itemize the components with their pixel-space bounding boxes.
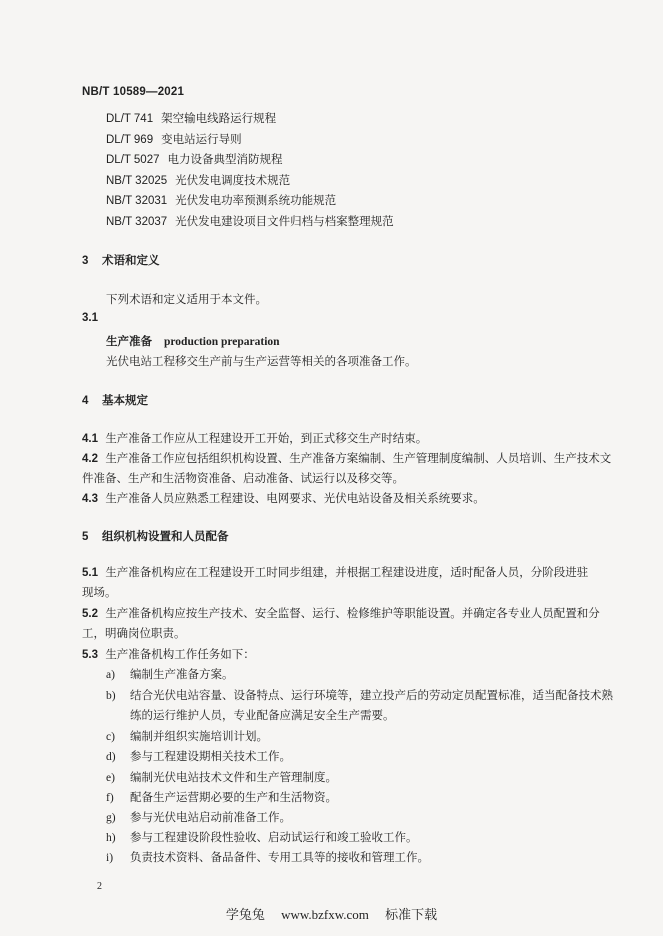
reference-list bbox=[106, 110, 394, 234]
term-english: production preparation bbox=[164, 336, 280, 348]
clause-3-1-number: 3.1 bbox=[82, 312, 98, 324]
section-3-heading bbox=[82, 252, 160, 268]
list-marker: c) bbox=[106, 731, 115, 743]
ref-code: DL/T 741 bbox=[106, 113, 154, 125]
list-item bbox=[106, 687, 613, 703]
list-text: 结合光伏电站容量、设备特点、运行环境等，建立投产后的劳动定员配置标准，适当配备技术熟 bbox=[130, 688, 613, 702]
clause-number: 5.3 bbox=[82, 649, 98, 661]
list-item-continuation bbox=[106, 707, 395, 723]
ref-code: NB/T 32025 bbox=[106, 174, 168, 187]
clause-number: 4.2 bbox=[82, 453, 98, 465]
list-marker: i) bbox=[106, 852, 114, 864]
clause-4-2 bbox=[82, 450, 611, 466]
section-title: 组织机构设置和人员配备 bbox=[102, 529, 229, 543]
clause-text: 生产准备机构应在工程建设开工时同步组建，并根据工程建设进度，适时配备人员，分阶段进驻 bbox=[105, 565, 589, 579]
clause-number: 4.3 bbox=[82, 493, 98, 505]
clause-text: 生产准备机构工作任务如下： bbox=[105, 647, 255, 661]
page-number: 2 bbox=[97, 881, 102, 892]
list-marker: d) bbox=[106, 751, 116, 763]
list-marker: h) bbox=[106, 832, 116, 844]
section-4-heading bbox=[82, 392, 148, 408]
section-5-heading bbox=[82, 528, 229, 544]
section-title: 基本规定 bbox=[102, 393, 148, 407]
footer-site-name: 学兔兔 bbox=[225, 908, 265, 923]
clause-4-3 bbox=[82, 490, 485, 506]
clause-number: 5.1 bbox=[82, 567, 98, 579]
clause-5-2 bbox=[82, 605, 600, 621]
list-text: 配备生产运营期必要的生产和生活物资。 bbox=[130, 790, 337, 804]
ref-title: 变电站运行导则 bbox=[161, 131, 242, 146]
site-footer bbox=[0, 904, 663, 923]
reference-item bbox=[106, 110, 394, 131]
ref-title: 光伏发电调度技术规范 bbox=[175, 172, 291, 187]
list-item bbox=[106, 809, 291, 825]
reference-item bbox=[106, 192, 394, 213]
footer-slogan: 标准下载 bbox=[385, 908, 438, 923]
reference-item bbox=[106, 131, 394, 152]
clause-4-1 bbox=[82, 430, 427, 446]
list-marker: b) bbox=[106, 690, 116, 702]
reference-item bbox=[106, 151, 394, 172]
clause-number: 5.2 bbox=[82, 608, 98, 620]
list-marker: f) bbox=[106, 792, 114, 804]
ref-code: DL/T 969 bbox=[106, 133, 154, 146]
list-text: 参与工程建设阶段性验收、启动试运行和竣工验收工作。 bbox=[130, 830, 418, 844]
list-text: 负责技术资料、备品备件、专用工具等的接收和管理工作。 bbox=[130, 850, 429, 864]
section-number: 3 bbox=[82, 255, 89, 267]
list-text: 编制光伏电站技术文件和生产管理制度。 bbox=[130, 770, 337, 784]
section-title: 术语和定义 bbox=[102, 253, 160, 267]
ref-code: NB/T 32037 bbox=[106, 215, 168, 228]
list-text: 参与光伏电站启动前准备工作。 bbox=[130, 810, 291, 824]
list-marker: e) bbox=[106, 772, 115, 784]
clause-5-2-cont: 工，明确岗位职责。 bbox=[82, 626, 186, 640]
clause-text: 生产准备机构应按生产技术、安全监督、运行、检修维护等职能设置。并确定各专业人员配置和分 bbox=[105, 606, 600, 620]
footer-url[interactable]: www.bzfxw.com bbox=[281, 907, 369, 922]
ref-code: NB/T 32031 bbox=[106, 195, 168, 208]
list-item bbox=[106, 769, 337, 785]
ref-code: DL/T 5027 bbox=[106, 154, 160, 167]
list-item bbox=[106, 829, 418, 845]
clause-5-3 bbox=[82, 646, 255, 662]
clause-number: 4.1 bbox=[82, 433, 98, 445]
list-marker: a) bbox=[106, 669, 115, 681]
clause-4-2-cont: 件准备、生产和生活物资准备、启动准备、试运行以及移交等。 bbox=[82, 471, 404, 485]
ref-title: 光伏发电功率预测系统功能规范 bbox=[175, 193, 337, 208]
list-text: 练的运行维护人员，专业配备应满足安全生产需要。 bbox=[130, 708, 395, 722]
ref-title: 电力设备典型消防规程 bbox=[167, 152, 283, 167]
list-marker: g) bbox=[106, 812, 116, 824]
clause-5-1-cont: 现场。 bbox=[82, 585, 117, 599]
clause-text: 生产准备工作应从工程建设开工开始，到正式移交生产时结束。 bbox=[105, 431, 428, 445]
ref-title: 光伏发电建设项目文件归档与档案整理规范 bbox=[175, 213, 394, 228]
term-definition: 光伏电站工程移交生产前与生产运营等相关的各项准备工作。 bbox=[106, 354, 417, 368]
list-item bbox=[106, 748, 291, 764]
section-number: 4 bbox=[82, 395, 89, 407]
reference-item bbox=[106, 213, 394, 234]
section-number: 5 bbox=[82, 531, 89, 543]
list-item bbox=[106, 849, 429, 865]
term-chinese: 生产准备 bbox=[106, 334, 152, 348]
clause-text: 生产准备人员应熟悉工程建设、电网要求、光伏电站设备及相关系统要求。 bbox=[105, 491, 485, 505]
list-text: 参与工程建设期相关技术工作。 bbox=[130, 749, 291, 763]
clause-5-1 bbox=[82, 564, 588, 580]
reference-item bbox=[106, 172, 394, 193]
clause-text: 生产准备工作应包括组织机构设置、生产准备方案编制、生产管理制度编制、人员培训、生产技术文 bbox=[105, 451, 612, 465]
standard-header: NB/T 10589—2021 bbox=[82, 86, 185, 98]
list-item bbox=[106, 789, 337, 805]
list-item bbox=[106, 728, 268, 744]
list-item bbox=[106, 666, 234, 682]
section-3-intro: 下列术语和定义适用于本文件。 bbox=[106, 292, 267, 306]
ref-title: 架空输电线路运行规程 bbox=[161, 111, 277, 125]
term-heading bbox=[106, 333, 280, 349]
list-text: 编制生产准备方案。 bbox=[130, 667, 234, 681]
list-text: 编制并组织实施培训计划。 bbox=[130, 729, 268, 743]
